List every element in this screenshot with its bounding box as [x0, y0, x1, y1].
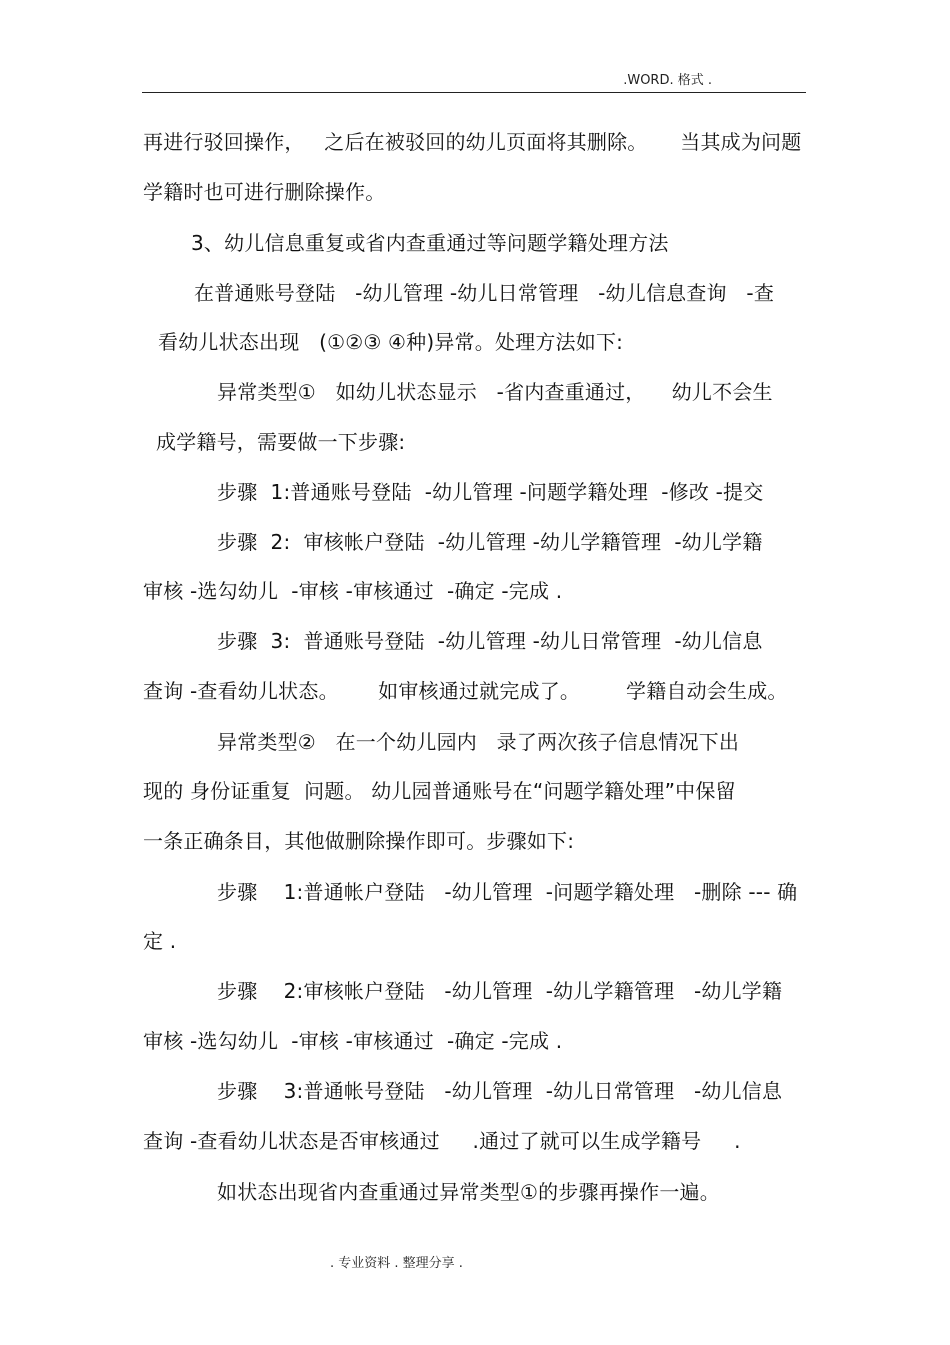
body-line: 异常类型② 在一个幼儿园内 录了两次孩子信息情况下出: [217, 730, 740, 754]
section-heading: 3、幼儿信息重复或省内查重通过等问题学籍处理方法: [191, 231, 669, 255]
body-line: 步骤 3: 普通账号登陆 -幼儿管理 -幼儿日常管理 -幼儿信息: [217, 629, 763, 653]
header-divider: [142, 92, 806, 93]
body-line: 成学籍号，需要做一下步骤:: [156, 430, 406, 454]
body-line: 步骤 3:普通帐号登陆 -幼儿管理 -幼儿日常管理 -幼儿信息: [217, 1079, 783, 1103]
page-header: .WORD. 格式 .: [623, 73, 712, 88]
body-line: 步骤 2: 审核帐户登陆 -幼儿管理 -幼儿学籍管理 -幼儿学籍: [217, 530, 763, 554]
body-line: 现的 身份证重复 问题。 幼儿园普通账号在“问题学籍处理”中保留: [143, 779, 736, 803]
body-line: 步骤 1:普通账号登陆 -幼儿管理 -问题学籍处理 -修改 -提交: [217, 480, 764, 504]
body-line: 再进行驳回操作， 之后在被驳回的幼儿页面将其删除。 当其成为问题: [143, 130, 802, 154]
body-line: 查询 -查看幼儿状态是否审核通过 .通过了就可以生成学籍号 .: [143, 1129, 741, 1153]
body-line: 看幼儿状态出现 (①②③ ④种)异常。处理方法如下:: [158, 330, 624, 354]
body-line: 查询 -查看幼儿状态。 如审核通过就完成了。 学籍自动会生成。: [143, 679, 788, 703]
page-footer: . 专业资料 . 整理分享 .: [330, 1256, 463, 1271]
body-line: 审核 -选勾幼儿 -审核 -审核通过 -确定 -完成 .: [143, 1029, 563, 1053]
body-line: 一条正确条目，其他做删除操作即可。步骤如下:: [143, 829, 575, 853]
body-line: 定 .: [143, 929, 177, 953]
body-line: 在普通账号登陆 -幼儿管理 -幼儿日常管理 -幼儿信息查询 -查: [194, 281, 775, 305]
body-line: 如状态出现省内查重通过异常类型①的步骤再操作一遍。: [217, 1180, 720, 1204]
body-line: 步骤 1:普通帐户登陆 -幼儿管理 -问题学籍处理 -删除 --- 确: [217, 880, 798, 904]
body-line: 异常类型① 如幼儿状态显示 -省内查重通过， 幼儿不会生: [217, 380, 773, 404]
body-line: 审核 -选勾幼儿 -审核 -审核通过 -确定 -完成 .: [143, 579, 563, 603]
body-line: 步骤 2:审核帐户登陆 -幼儿管理 -幼儿学籍管理 -幼儿学籍: [217, 979, 783, 1003]
body-line: 学籍时也可进行删除操作。: [143, 180, 386, 204]
